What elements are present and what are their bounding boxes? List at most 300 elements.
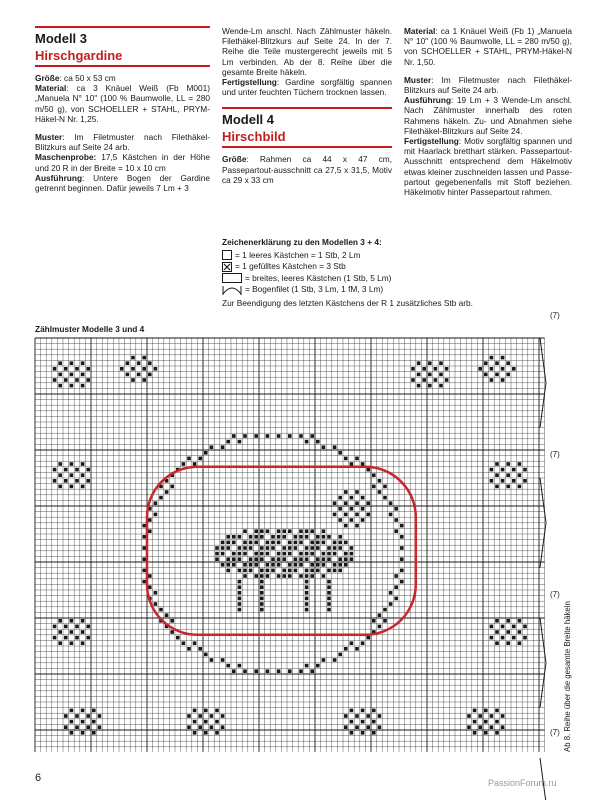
filled-cell	[344, 513, 348, 517]
filled-cell	[394, 507, 398, 511]
filled-cell	[92, 731, 96, 735]
filled-cell	[260, 574, 264, 578]
filled-cell	[411, 378, 415, 382]
filled-cell	[64, 636, 68, 640]
filled-cell	[142, 524, 146, 528]
filled-cell	[137, 373, 141, 377]
filled-cell	[221, 658, 225, 662]
filled-cell	[226, 557, 230, 561]
filled-cell	[238, 569, 242, 573]
filled-cell	[305, 602, 309, 606]
filled-cell	[126, 361, 130, 365]
filled-cell	[260, 602, 264, 606]
filled-cell	[288, 563, 292, 567]
filled-cell	[338, 557, 342, 561]
filled-cell	[53, 367, 57, 371]
filled-cell	[322, 445, 326, 449]
filled-cell	[506, 485, 510, 489]
filled-cell	[154, 367, 158, 371]
filled-cell	[361, 709, 365, 713]
filled-cell	[232, 535, 236, 539]
filled-cell	[506, 630, 510, 634]
filled-cell	[322, 552, 326, 556]
filled-cell	[506, 641, 510, 645]
filled-cell	[210, 714, 214, 718]
filled-cell	[322, 563, 326, 567]
filled-cell	[232, 563, 236, 567]
filled-cell	[484, 373, 488, 377]
filled-cell	[254, 552, 258, 556]
filled-cell	[238, 580, 242, 584]
filled-cell	[512, 479, 516, 483]
filled-cell	[338, 496, 342, 500]
filled-cell	[282, 569, 286, 573]
filled-cell	[58, 462, 62, 466]
filled-cell	[198, 714, 202, 718]
filled-cell	[249, 557, 253, 561]
filled-cell	[333, 445, 337, 449]
filled-cell	[142, 546, 146, 550]
filled-cell	[221, 714, 225, 718]
filled-cell	[378, 479, 382, 483]
filled-cell	[501, 479, 505, 483]
filled-cell	[310, 669, 314, 673]
filled-cell	[226, 535, 230, 539]
model-4-label: Modell 4	[222, 107, 392, 127]
filled-cell	[299, 563, 303, 567]
filled-cell	[333, 513, 337, 517]
filled-cell	[305, 546, 309, 550]
filled-cell	[338, 653, 342, 657]
filled-cell	[445, 378, 449, 382]
filled-cell	[238, 552, 242, 556]
filled-cell	[344, 457, 348, 461]
filled-cell	[193, 720, 197, 724]
filled-cell	[294, 563, 298, 567]
filled-cell	[490, 367, 494, 371]
filled-cell	[70, 731, 74, 735]
filled-cell	[86, 636, 90, 640]
filled-cell	[305, 585, 309, 589]
filled-cell	[333, 569, 337, 573]
filled-cell	[193, 462, 197, 466]
execution-paragraph: Ausführung: Untere Bogen der Gardine getrennt beginnen. Dafür jeweils 7 Lm + 3	[35, 172, 210, 194]
filled-cell	[53, 479, 57, 483]
filled-cell	[81, 720, 85, 724]
model-3-label: Modell 3	[35, 26, 210, 46]
legend-row-wide: = breites, leeres Kästchen (1 Stb, 5 Lm)	[222, 273, 473, 285]
filled-cell	[361, 507, 365, 511]
filled-cell	[215, 709, 219, 713]
filled-cell	[288, 541, 292, 545]
filled-cell	[70, 361, 74, 365]
filled-cell	[53, 468, 57, 472]
filled-cell	[400, 524, 404, 528]
filled-cell	[210, 658, 214, 662]
filled-cell	[333, 541, 337, 545]
filled-cell	[232, 434, 236, 438]
filled-cell	[81, 361, 85, 365]
filled-cell	[467, 714, 471, 718]
filled-cell	[232, 541, 236, 545]
filled-cell	[182, 462, 186, 466]
filled-cell	[81, 731, 85, 735]
filled-cell	[142, 557, 146, 561]
filled-cell	[327, 535, 331, 539]
filled-cell	[411, 367, 415, 371]
filled-cell	[366, 468, 370, 472]
filled-cell	[299, 434, 303, 438]
filled-cell	[294, 546, 298, 550]
filled-cell	[495, 473, 499, 477]
filled-cell	[344, 557, 348, 561]
filled-cell	[266, 541, 270, 545]
filled-cell	[64, 479, 68, 483]
filled-cell	[327, 569, 331, 573]
filled-cell	[288, 552, 292, 556]
filled-cell	[148, 585, 152, 589]
filled-cell	[148, 373, 152, 377]
filled-cell	[484, 720, 488, 724]
filled-cell	[495, 361, 499, 365]
filled-cell	[473, 731, 477, 735]
filled-cell	[361, 462, 365, 466]
filled-cell	[58, 641, 62, 645]
legend-title: Zeichenerklärung zu den Modellen 3 + 4:	[222, 237, 382, 247]
filled-cell	[142, 367, 146, 371]
filled-cell	[260, 585, 264, 589]
filled-cell	[58, 485, 62, 489]
filled-cell	[333, 563, 337, 567]
filled-cell	[266, 569, 270, 573]
filled-cell	[98, 725, 102, 729]
filled-cell	[187, 725, 191, 729]
filled-cell	[294, 541, 298, 545]
material-paragraph: Material: ca 1 Knäuel Weiß (Fb 1) „Manuela N° 10" (100 % Baumwolle, LL = 280 m/50 g), von SCHOELLER + STAHL, PRYM-Häkel-N Nr. 1,50.	[404, 26, 572, 67]
filled-cell	[260, 535, 264, 539]
filled-cell	[350, 518, 354, 522]
filled-cell	[198, 647, 202, 651]
filled-cell	[322, 541, 326, 545]
filled-cell	[344, 490, 348, 494]
filled-cell	[226, 569, 230, 573]
filled-cell	[142, 580, 146, 584]
filled-cell	[238, 440, 242, 444]
filled-cell	[243, 434, 247, 438]
filled-cell	[249, 563, 253, 567]
watermark: PassionForum.ru	[488, 778, 557, 788]
filled-cell	[226, 546, 230, 550]
filled-cell	[193, 709, 197, 713]
filled-cell	[512, 625, 516, 629]
filled-cell	[215, 546, 219, 550]
filled-cell	[518, 473, 522, 477]
filled-cell	[338, 569, 342, 573]
filled-cell	[501, 625, 505, 629]
filled-cell	[159, 608, 163, 612]
filled-cell	[148, 361, 152, 365]
filled-cell	[64, 367, 68, 371]
filled-cell	[294, 557, 298, 561]
filled-cell	[75, 725, 79, 729]
filled-cell	[383, 485, 387, 489]
filled-cell	[70, 485, 74, 489]
model-3-title: Hirschgardine	[35, 48, 210, 67]
filled-cell	[506, 373, 510, 377]
filled-cell	[361, 496, 365, 500]
filled-cell	[142, 378, 146, 382]
filled-cell	[305, 591, 309, 595]
filled-cell	[389, 591, 393, 595]
filled-cell	[361, 641, 365, 645]
filled-cell	[288, 529, 292, 533]
filled-cell	[305, 608, 309, 612]
filled-cell	[193, 731, 197, 735]
filled-cell	[165, 613, 169, 617]
filled-cell	[204, 709, 208, 713]
size-paragraph: Größe: ca 50 x 53 cm	[35, 73, 116, 83]
filled-cell	[126, 373, 130, 377]
filled-cell	[501, 378, 505, 382]
filled-cell	[316, 535, 320, 539]
filled-cell	[81, 473, 85, 477]
filled-cell	[249, 541, 253, 545]
filled-cell	[305, 597, 309, 601]
filled-cell	[288, 569, 292, 573]
filled-cell	[165, 490, 169, 494]
filled-cell	[70, 619, 74, 623]
filled-cell	[316, 440, 320, 444]
legend-note: Zur Beendigung des letzten Kästchens der R 1 zusätzliches Stb arb.	[222, 297, 473, 308]
filled-cell	[490, 625, 494, 629]
filled-cell	[154, 501, 158, 505]
filled-cell	[86, 725, 90, 729]
filled-cell	[322, 658, 326, 662]
filled-cell	[277, 529, 281, 533]
filled-cell	[254, 669, 258, 673]
filled-cell	[501, 725, 505, 729]
filled-cell	[64, 625, 68, 629]
filled-cell	[305, 664, 309, 668]
filled-cell	[344, 725, 348, 729]
filled-cell	[299, 669, 303, 673]
filled-cell	[98, 714, 102, 718]
filled-cell	[501, 367, 505, 371]
filled-cell	[333, 501, 337, 505]
filled-cell	[518, 641, 522, 645]
filled-cell	[75, 714, 79, 718]
filled-cell	[490, 479, 494, 483]
filled-cell	[378, 725, 382, 729]
filled-cell	[142, 535, 146, 539]
filled-cell	[366, 513, 370, 517]
filled-cell	[478, 725, 482, 729]
material-paragraph: Material: ca 3 Knäuel Weiß (Fb M001) „Manuela N° 10" (100 % Baumwolle, LL = 280 m/50 g), von SCHOELLER + STAHL, PRYM-Häkel-N Nr. 1,25.	[35, 83, 210, 124]
filled-cell	[350, 641, 354, 645]
filled-cell	[70, 373, 74, 377]
filled-cell	[372, 709, 376, 713]
filled-cell	[350, 731, 354, 735]
filled-cell	[271, 541, 275, 545]
filled-cell	[378, 625, 382, 629]
filled-cell	[327, 602, 331, 606]
filled-cell	[154, 602, 158, 606]
filled-cell	[310, 563, 314, 567]
filled-cell	[366, 636, 370, 640]
filled-cell	[484, 731, 488, 735]
filled-cell	[294, 535, 298, 539]
filled-cell	[120, 367, 124, 371]
filled-cell	[523, 468, 527, 472]
filled-cell	[81, 384, 85, 388]
execution-paragraph: Ausführung: 19 Lm + 3 Wende-Lm anschl. Nach Zählmuster innerhalb des roten Rahmens häkeln. Zu- und Abnahmen siehe Filethäkel-Blitzkurs auf Seite 24.	[404, 95, 572, 136]
filled-cell	[338, 535, 342, 539]
filled-cell	[305, 529, 309, 533]
filled-cell	[299, 552, 303, 556]
filled-cell	[355, 524, 359, 528]
filled-cell	[478, 367, 482, 371]
filled-cell	[322, 557, 326, 561]
filled-cell	[204, 720, 208, 724]
filled-cell	[70, 473, 74, 477]
filled-cell	[226, 440, 230, 444]
filled-cell	[467, 725, 471, 729]
filled-cell	[288, 546, 292, 550]
filled-cell	[383, 496, 387, 500]
filled-cell	[70, 641, 74, 645]
legend-row-empty: = 1 leeres Kästchen = 1 Stb, 2 Lm	[222, 250, 473, 262]
filled-cell	[92, 720, 96, 724]
filled-cell	[266, 574, 270, 578]
filled-cell	[506, 619, 510, 623]
filled-cell	[81, 619, 85, 623]
filled-cell	[142, 356, 146, 360]
filled-cell	[305, 557, 309, 561]
filled-cell	[327, 546, 331, 550]
gauge-paragraph: Maschenprobe: 17,5 Kästchen in der Höhe und 20 R in der Breite = 10 x 10 cm	[35, 152, 210, 173]
filled-cell	[81, 630, 85, 634]
filled-cell	[243, 552, 247, 556]
filled-cell	[271, 557, 275, 561]
filled-cell	[305, 574, 309, 578]
filled-cell	[277, 574, 281, 578]
filled-cell	[64, 725, 68, 729]
filled-cell	[288, 434, 292, 438]
filled-cell	[266, 563, 270, 567]
filled-cell	[288, 669, 292, 673]
filled-cell	[344, 524, 348, 528]
finish-paragraph: Fertigstellung: Motiv sorgfältig spannen und mit Haarlack bretthart stärken. Passepartout-Ausschnitt entsprechend dem Häkelmotiv etwas kleiner zuschneiden lassen und Passe-partout gegebenenfalls mit Stoff beziehen. Häkelmotiv hinter Passepartout rahmen.	[404, 136, 572, 198]
filled-cell	[316, 557, 320, 561]
filled-cell	[254, 557, 258, 561]
filled-cell	[176, 636, 180, 640]
filled-cell	[215, 552, 219, 556]
filled-cell	[260, 529, 264, 533]
filled-cell	[238, 602, 242, 606]
filled-cell	[310, 434, 314, 438]
filled-cell	[327, 580, 331, 584]
filled-cell	[495, 373, 499, 377]
filled-cell	[394, 597, 398, 601]
filled-cell	[243, 574, 247, 578]
filled-cell	[226, 563, 230, 567]
filled-cell	[260, 552, 264, 556]
filled-cell	[383, 619, 387, 623]
filled-cell	[238, 535, 242, 539]
filled-cell	[266, 434, 270, 438]
execution-continued: Wende-Lm anschl. Nach Zählmuster häkeln. Filethäkel-Blitzkurs auf Seite 24. In der 7. Reihe die Teile mustergerecht jeweils mit 5 Lm verbinden. Ab der 8. Reihe über die gesamte Breite häkeln.	[222, 26, 392, 77]
filled-cell	[322, 529, 326, 533]
filled-cell	[271, 546, 275, 550]
filled-cell	[81, 641, 85, 645]
filled-cell	[327, 608, 331, 612]
filled-cell	[131, 356, 135, 360]
filled-cell	[215, 731, 219, 735]
filled-cell	[495, 619, 499, 623]
filled-cell	[417, 373, 421, 377]
filled-cell	[350, 507, 354, 511]
filled-cell	[439, 384, 443, 388]
filled-cell	[327, 552, 331, 556]
filled-cell	[501, 714, 505, 718]
filled-cell	[495, 720, 499, 724]
filled-cell	[142, 569, 146, 573]
filled-cell	[350, 720, 354, 724]
filled-cell	[445, 367, 449, 371]
filled-cell	[512, 636, 516, 640]
filled-cell	[254, 535, 258, 539]
filled-cell	[327, 557, 331, 561]
pattern-paragraph: Muster: Im Filetmuster nach Filethäkel-Blitzkurs auf Seite 24 arb.	[404, 74, 572, 96]
filled-cell	[266, 546, 270, 550]
filled-cell	[70, 709, 74, 713]
filled-cell	[282, 552, 286, 556]
filled-cell	[355, 501, 359, 505]
filled-cell	[221, 546, 225, 550]
filled-cell	[232, 669, 236, 673]
filled-cell	[305, 552, 309, 556]
filled-cell	[182, 641, 186, 645]
legend-row-arch: = Bogenfilet (1 Stb, 3 Lm, 1 fM, 3 Lm)	[222, 284, 473, 296]
filled-cell	[187, 714, 191, 718]
filled-cell	[238, 557, 242, 561]
filled-cell	[53, 378, 57, 382]
filled-cell	[344, 541, 348, 545]
filled-cell	[159, 496, 163, 500]
filled-cell	[221, 563, 225, 567]
filled-cell	[58, 373, 62, 377]
filled-cell	[64, 714, 68, 718]
filled-cell	[70, 384, 74, 388]
filled-cell	[394, 585, 398, 589]
filled-cell	[215, 720, 219, 724]
filled-cell	[473, 720, 477, 724]
filled-cell	[170, 619, 174, 623]
page-number: 6	[35, 772, 42, 784]
filled-cell	[434, 378, 438, 382]
filled-cell	[344, 647, 348, 651]
filled-cell	[282, 546, 286, 550]
filled-cell	[299, 541, 303, 545]
filled-cell	[232, 557, 236, 561]
filled-cell	[277, 552, 281, 556]
filled-cell	[243, 541, 247, 545]
filled-cell	[366, 714, 370, 718]
filled-cell	[305, 440, 309, 444]
filled-cell	[495, 630, 499, 634]
chart-title: Zählmuster Modelle 3 und 4	[35, 324, 145, 334]
filled-cell	[327, 585, 331, 589]
